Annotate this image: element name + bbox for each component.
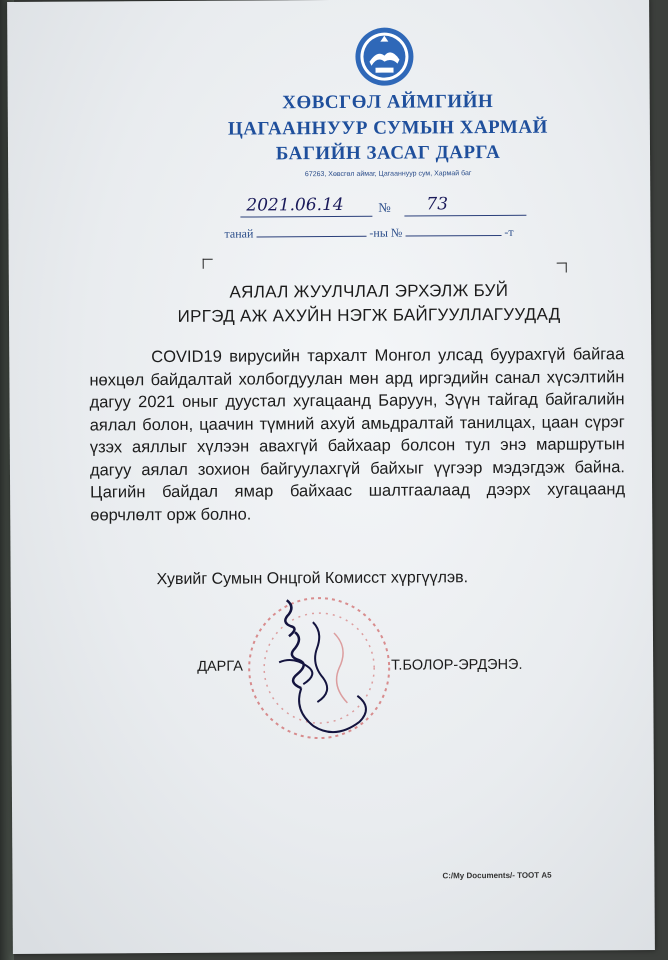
end-suffix: -т [504,224,514,239]
your-suffix: -ны № [369,225,403,240]
your-label: танай [224,226,254,241]
your-date-blank [256,226,366,238]
address-corner-right [557,263,567,273]
state-emblem-icon [353,25,415,87]
recipient-line-1: АЯЛАЛ ЖУУЛЧЛАЛ ЭРХЭЛЖ БУЙ [229,280,509,302]
header-address: 67263, Хөвсгөл аймаг, Цагааннуур сум, Хармай баг [304,170,472,179]
reference-row [224,225,513,242]
number-label: № [378,199,391,215]
document-path-footer: C:/My Documents/- ТООТ А5 [442,870,552,881]
address-corner-left [203,259,213,269]
letter-body: COVID19 вирусийн тархалт Монгол улсад буурахгүй байгаа нөхцөл байдалтай холбогдуулан мөн ард иргэдийн санал хүсэлтийн дагуу 2021 оныг дуустал хугацаанд Баруун, Зүүн тайгад байгалийн аялал болон, цаачин түмний ахуй амьдралтай танилцах, цаан сүрэг үзэх аяллыг хүлээн авахгүй байхаар болсон тул энэ маршрутын дагуу аялал зохион байгуулахгүй байхыг үүгээр мэдэгдэж байна. Цагийн байдал ямар байхаас шалтгаалаад дээрх хугацаанд өөрчлөлт орж болно. [89,345,626,524]
signer-name: Т.БОЛОР-ЭРДЭНЭ. [391,656,523,674]
header-line-2: ЦАГААННУУР СУМЫН ХАРМАЙ [227,116,548,140]
signer-role: ДАРГА [197,658,243,675]
header-line-1: ХӨВСГӨЛ АЙМГИЙН [282,91,494,114]
your-number-blank [405,225,501,237]
copy-note: Хувийг Сумын Онцгой Комисст хүргүүлэв. [156,569,469,589]
header-line-3: БАГИЙН ЗАСАГ ДАРГА [275,141,501,165]
recipient-line-2: ИРГЭД АЖ АХУЙН НЭГЖ БАЙГУУЛЛАГУУДАД [177,304,561,326]
handwritten-signature [273,592,384,743]
letter-number: 73 [404,194,526,217]
letter-date: 2021.06.14 [240,195,372,218]
letter-page [7,0,655,954]
